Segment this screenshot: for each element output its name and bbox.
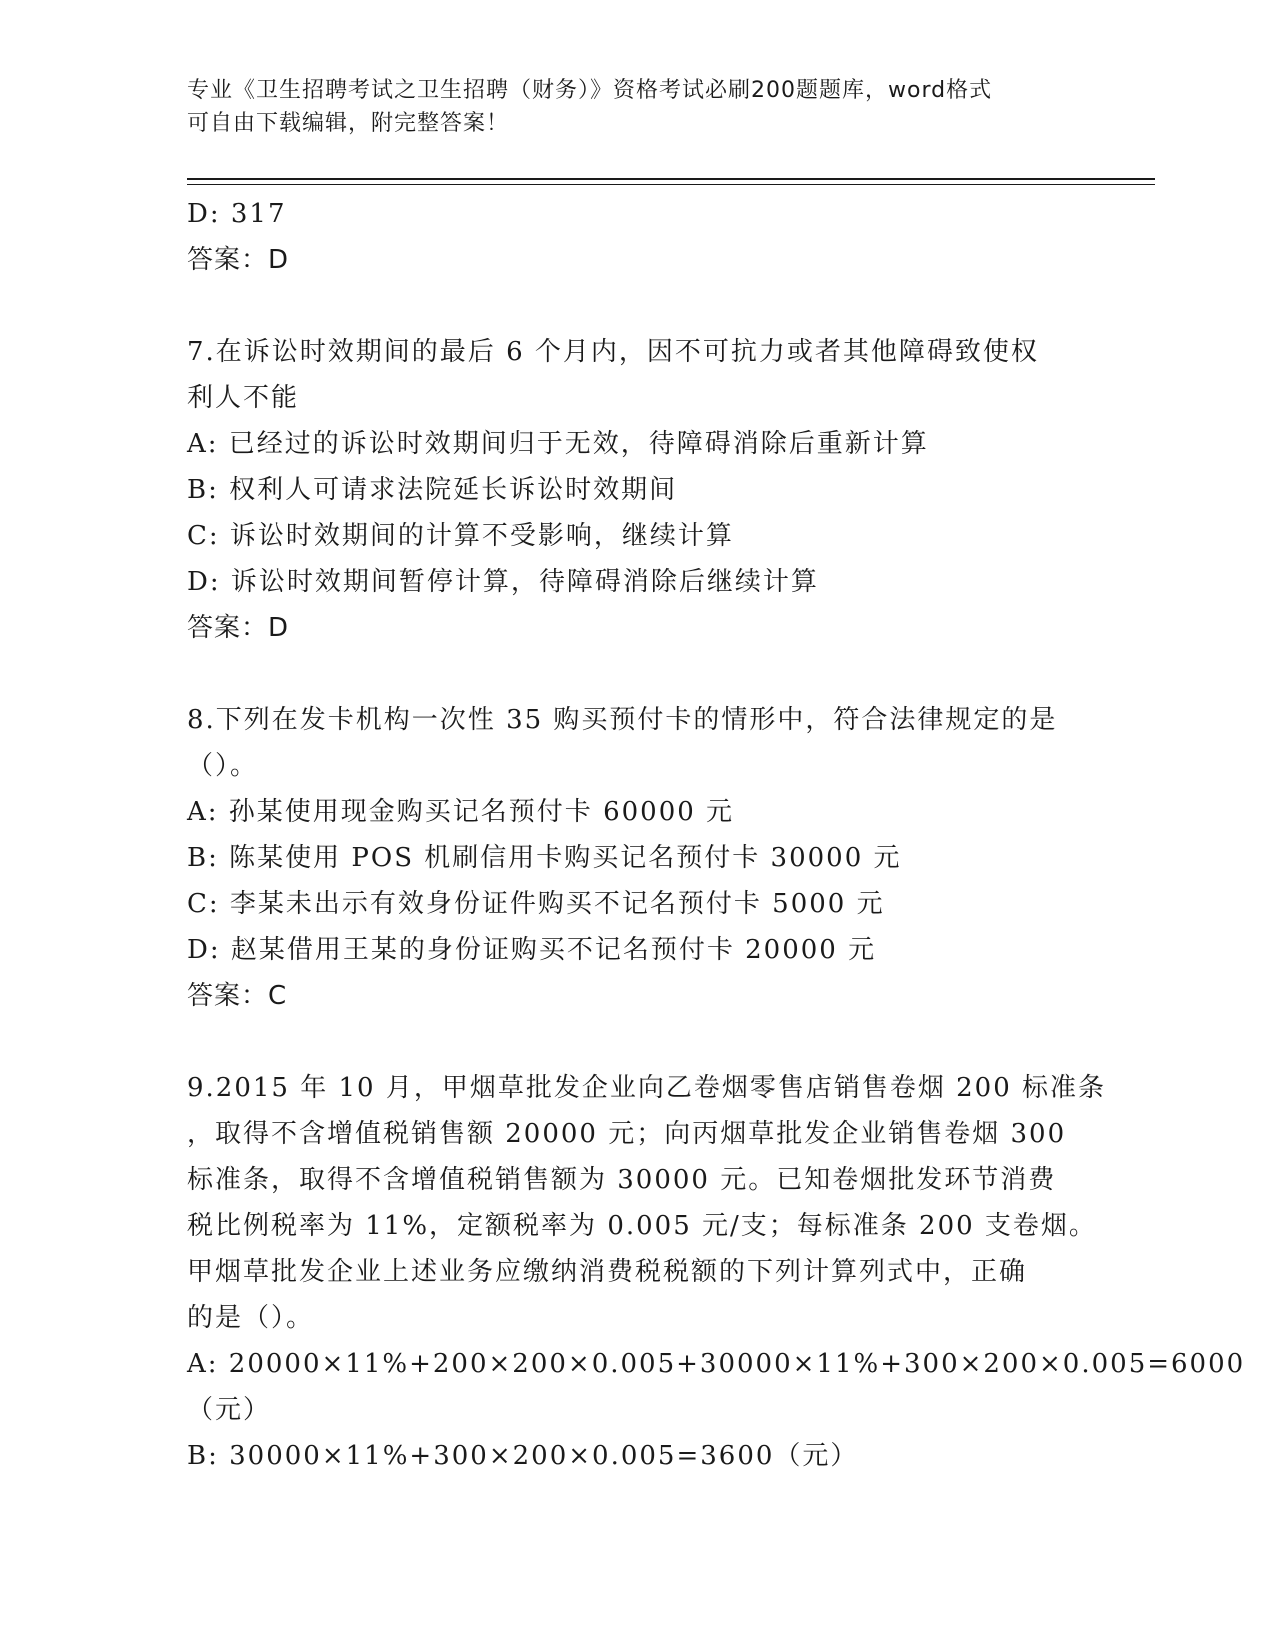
spacer — [187, 1019, 1087, 1065]
previous-question-tail — [187, 191, 1087, 283]
answer: 答案：D — [187, 245, 290, 275]
header-divider-thin — [187, 184, 1155, 185]
question-stem: 标准条，取得不含增值税销售额为 30000 元。已知卷烟批发环节消费 — [187, 1165, 1057, 1195]
question-stem: 的是（）。 — [187, 1303, 315, 1333]
option-c: C: 李某未出示有效身份证件购买不记名预付卡 5000 元 — [187, 889, 885, 919]
option-b: B: 权利人可请求法院延长诉讼时效期间 — [187, 475, 678, 505]
answer: 答案：C — [187, 981, 288, 1011]
option-d: D: 诉讼时效期间暂停计算，待障碍消除后继续计算 — [187, 567, 819, 597]
question-stem: ，取得不含增值税销售额 20000 元；向丙烟草批发企业销售卷烟 300 — [187, 1119, 1067, 1149]
question-stem: （）。 — [187, 751, 259, 781]
question-9 — [187, 1065, 1246, 1479]
spacer — [187, 283, 1087, 329]
question-8 — [187, 697, 1087, 1019]
option-a: A: 孙某使用现金购买记名预付卡 60000 元 — [187, 797, 735, 827]
question-7 — [187, 329, 1087, 651]
question-stem: 8.下列在发卡机构一次性 35 购买预付卡的情形中，符合法律规定的是 — [187, 705, 1058, 735]
question-stem: 甲烟草批发企业上述业务应缴纳消费税税额的下列计算列式中，正确 — [187, 1257, 1028, 1287]
document-body — [187, 191, 1246, 1479]
document-header — [187, 74, 1067, 140]
question-stem: 9.2015 年 10 月，甲烟草批发企业向乙卷烟零售店销售卷烟 200 标准条 — [187, 1073, 1107, 1103]
option-c: C: 诉讼时效期间的计算不受影响，继续计算 — [187, 521, 734, 551]
option-d: D: 赵某借用王某的身份证购买不记名预付卡 20000 元 — [187, 935, 877, 965]
answer: 答案：D — [187, 613, 290, 643]
header-line-1: 专业《卫生招聘考试之卫生招聘（财务）》资格考试必刷200题题库，word格式 — [187, 78, 993, 103]
question-stem: 利人不能 — [187, 383, 300, 413]
header-divider-thick — [187, 178, 1155, 180]
question-stem: 税比例税率为 11%，定额税率为 0.005 元/支；每标准条 200 支卷烟。 — [187, 1211, 1097, 1241]
option-b: B: 30000×11%+300×200×0.005=3600（元） — [187, 1441, 859, 1471]
option-a: A: 20000×11%+200×200×0.005+30000×11%+300×200×0.005=6000 — [187, 1349, 1246, 1379]
option-b: B: 陈某使用 POS 机刷信用卡购买记名预付卡 30000 元 — [187, 843, 902, 873]
question-stem: 7.在诉讼时效期间的最后 6 个月内，因不可抗力或者其他障碍致使权 — [187, 337, 1039, 367]
spacer — [187, 651, 1087, 697]
header-line-2: 可自由下载编辑，附完整答案！ — [187, 111, 510, 136]
option-a-continued: （元） — [187, 1395, 272, 1425]
option-d: D: 317 — [187, 199, 287, 229]
option-a: A: 已经过的诉讼时效期间归于无效，待障碍消除后重新计算 — [187, 429, 929, 459]
